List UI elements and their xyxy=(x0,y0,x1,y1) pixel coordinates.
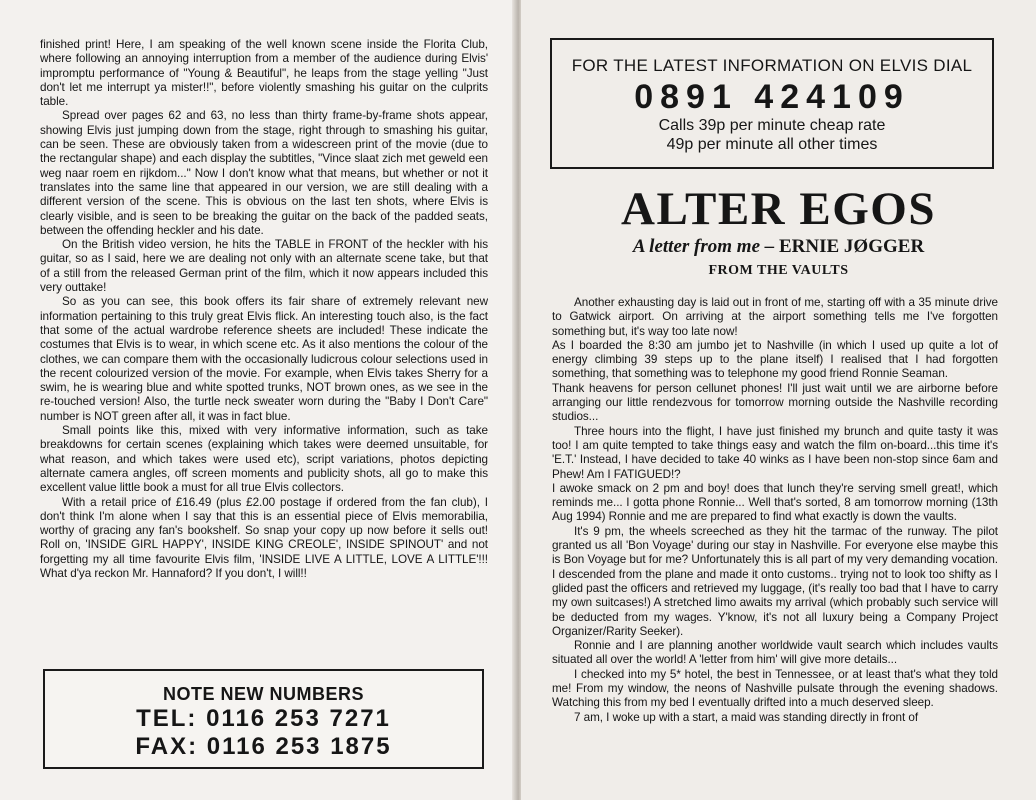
right-paragraph: I awoke smack on 2 pm and boy! does that lunch they're serving smell great!, which reminds me... I gotta phone Ronnie... Well that's sorted, 8 am tomorrow morning (13th Aug 1994) Ronnie and me are prepared to find what exactly is down the vaults. xyxy=(552,481,998,524)
info-line-heading: FOR THE LATEST INFORMATION ON ELVIS DIAL xyxy=(571,56,973,75)
info-line-cheap-rate: Calls 39p per minute cheap rate xyxy=(658,117,886,134)
article-subhead: FROM THE VAULTS xyxy=(708,263,849,278)
right-paragraph: 7 am, I woke up with a start, a maid was standing directly in front of xyxy=(574,710,919,724)
left-paragraph: finished print! Here, I am speaking of the well known scene inside the Florita Club, where following an annoying interruption from a member of the audience during Elvis' impromptu performance of "Young & Beautiful", he leaps from the stage yelling "Just don't let me interrupt ya mister!!", before violently smashing his guitar on the culprits table. xyxy=(40,38,488,109)
new-numbers-heading: NOTE NEW NUMBERS xyxy=(163,684,364,704)
right-paragraph: It's 9 pm, the wheels screeched as they hit the tarmac of the runway. The pilot granted us all 'Bon Voyage' during our stay in Nashville. For everyone else maybe this is Bon Voyage but for me? Unfortunately this is all part of my very demanding vocation. I descended from the plane and made it onto customs.. trying not to look too shifty as I glided past the officers and retrieved my luggage, (it's really too bad that I have to carry my own suitcases!) A stretched limo awaits my arrival (which probably such service will be deducted from my wages. Y'know, it's not all luxury being a Company Project Organizer/Rarity Seeker). xyxy=(552,524,998,638)
new-numbers-box xyxy=(43,669,484,769)
right-paragraph: As I boarded the 8:30 am jumbo jet to Nashville (in which I used up quite a lot of energy climbing 39 steps up to the plane itself) I realised that I had forgotten something, that something was to telephone my good friend Ronnie Seaman. xyxy=(552,338,998,381)
right-paragraph: Another exhausting day is laid out in front of me, starting off with a 35 minute drive to Gatwick airport. On arriving at the airport something tells me I've forgotten something but, it's way too late now! xyxy=(552,296,998,338)
info-line-number: 0891 424109 xyxy=(634,78,910,116)
right-paragraph: Ronnie and I are planning another worldwide vault search which includes vaults situated all over the world! A 'letter from him' will give more details... xyxy=(552,639,998,667)
right-paragraph: I checked into my 5* hotel, the best in Tennessee, or at least that's what they told me! From my window, the neons of Nashville pulsate through the evening shadows. Watching this from my bed I eventually drifted into a much deserved sleep. xyxy=(552,667,998,710)
right-paragraph: Three hours into the flight, I have just finished my brunch and quite tasty it was too! I am quite tempted to take things easy and watch the film on-board...this time it's 'E.T.' Instead, I have decided to take 40 winks as I have been non-stop since 6am and Phew! Am I FATIGUED!? xyxy=(552,424,998,481)
left-paragraph: On the British video version, he hits the TABLE in FRONT of the heckler with his guitar, so as I said, here we are dealing not only with an alternate scene take, but that of a still from the released German print of the film, which it now appears included this very outtake! xyxy=(40,238,488,295)
byline-author: ERNIE JØGGER xyxy=(779,236,925,257)
info-line-other-rate: 49p per minute all other times xyxy=(666,136,878,153)
right-paragraph: Thank heavens for person cellunet phones! I'll just wait until we are airborne before arranging our little rendezvous for tomorrow morning outside the Nashville recording studios... xyxy=(552,381,998,424)
left-article-text xyxy=(40,38,488,624)
left-page xyxy=(0,0,517,800)
article-title: ALTER EGOS xyxy=(621,183,936,235)
right-page xyxy=(521,0,1036,800)
left-paragraph: Small points like this, mixed with very informative information, such as take breakdowns for certain scenes (explaining which takes were deemed unsuitable, for what reason, and which takes were used etc), script variations, photos depicting alternate camera angles, off screen moments and publicity shots, all go to make this excellent value little book a must for all true Elvis collectors. xyxy=(40,424,488,495)
byline-intro: A letter from me – xyxy=(632,236,775,257)
telephone-number: TEL: 0116 253 7271 xyxy=(136,705,391,732)
right-article-text xyxy=(552,296,998,790)
left-paragraph: With a retail price of £16.49 (plus £2.00 postage if ordered from the fan club), I don't think I'm alone when I say that this is an essential piece of Elvis memorabilia, worthy of gracing any fan's bookshelf. So snap your copy up now before it sells out! Roll on, 'INSIDE GIRL HAPPY', INSIDE KING CREOLE', INSIDE SPINOUT' and not forgetting my all time favourite Elvis film, 'INSIDE LIVE A LITTLE, LOVE A LITTLE'!!! What d'ya reckon Mr. Hannaford? If you don't, I will!! xyxy=(40,495,488,580)
left-paragraph: Spread over pages 62 and 63, no less than thirty frame-by-frame shots appear, showing Elvis just jumping down from the stage, right through to smashing his guitar, can be seen. These are obviously taken from a widescreen print of the movie (due to the rectangular shape) and each display the subtitles, "Vince slaat zich met geweld een weg naar roem en rijkdom..." Now I don't know what that means, but whether or not it translates into the same line that appeared in our version, we are still dealing with a different version of the scene. This is obvious on the last ten shots, where Elvis is clearly visible, and is seen to be breaking the guitar on the back of the padded seats, between the offending heckler and his date. xyxy=(40,109,488,237)
article-byline xyxy=(521,236,1036,258)
fax-number: FAX: 0116 253 1875 xyxy=(135,733,392,760)
left-paragraph: So as you can see, this book offers its fair share of extremely relevant new information pertaining to this truly great Elvis flick. An interesting touch also, is the fact that some of the actual wardrobe reference sheets are included! These indicate the costumes that Elvis is to wear, in which scene etc. As it also mentions the colour of the clothes, we can compare them with the occasionally ludicrous colour selections used in the recent colourized version of the movie. For example, when Elvis takes Sherry for a swim, he is wearing blue and white spotted trunks, NOT brown ones, as we see in the re-touched version! Also, the turtle neck sweater worn during the "Baby I Don't Care" number is NOT green after all, it was in fact blue. xyxy=(40,295,488,423)
info-line-box xyxy=(550,38,994,169)
